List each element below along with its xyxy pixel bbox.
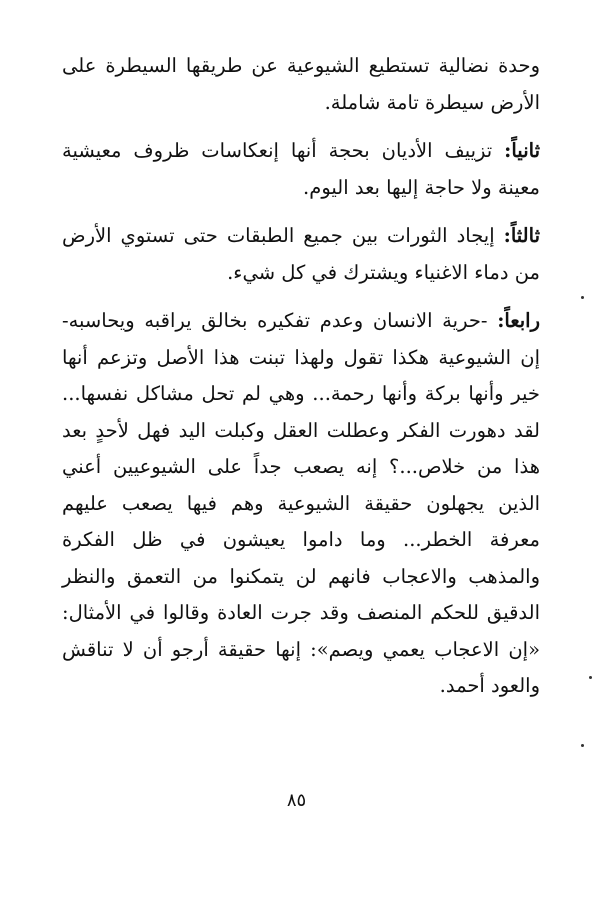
paragraph-lead: ثانياً:	[504, 139, 540, 162]
paragraph-text: وحدة نضالية تستطيع الشيوعية عن طريقها السيطرة على الأرض سيطرة تامة شاملة.	[62, 54, 540, 114]
paragraph-intro	[62, 48, 540, 121]
page-body	[62, 48, 540, 717]
paragraph-third	[62, 218, 540, 291]
paragraph-lead: ثالثاً:	[503, 224, 540, 247]
margin-mark	[581, 744, 584, 747]
paragraph-text: تزييف الأديان بحجة أنها إنعكاسات ظروف معيشية معينة ولا حاجة إليها بعد اليوم.	[62, 139, 540, 199]
margin-mark	[581, 296, 584, 299]
paragraph-fourth	[62, 303, 540, 705]
paragraph-text: إيجاد الثورات بين جميع الطبقات حتى تستوي الأرض من دماء الاغنياء ويشترك في كل شيء.	[62, 224, 540, 284]
paragraph-text: -حرية الانسان وعدم تفكيره بخالق يراقبه ويحاسبه- إن الشيوعية هكذا تقول ولهذا تبنت هذا الأصل وتزعم أنها خير وأنها بركة وأنها رحمة... وهي لم تحل مشاكل نفسها... لقد دهورت الفكر وعطلت العقل وكبلت اليد فهل لأحدٍ بعد هذا من خلاص...؟ إنه يصعب جداً على الشيوعيين أعني الذين يجهلون حقيقة الشيوعية وهم فيها يصعب عليهم معرفة الخطر... وما داموا يعيشون في ظل الفكرة والمذهب والاعجاب فانهم لن يتمكنوا من التعمق والنظر الدقيق للحكم المنصف وقد جرت العادة وقالوا في الأمثال: «إن الاعجاب يعمي ويصم»: إنها حقيقة أرجو أن لا تناقش والعود أحمد.	[62, 309, 540, 697]
paragraph-second	[62, 133, 540, 206]
page-number: ٨٥	[286, 790, 307, 811]
margin-mark	[589, 676, 592, 679]
paragraph-lead: رابعاً:	[497, 309, 540, 332]
